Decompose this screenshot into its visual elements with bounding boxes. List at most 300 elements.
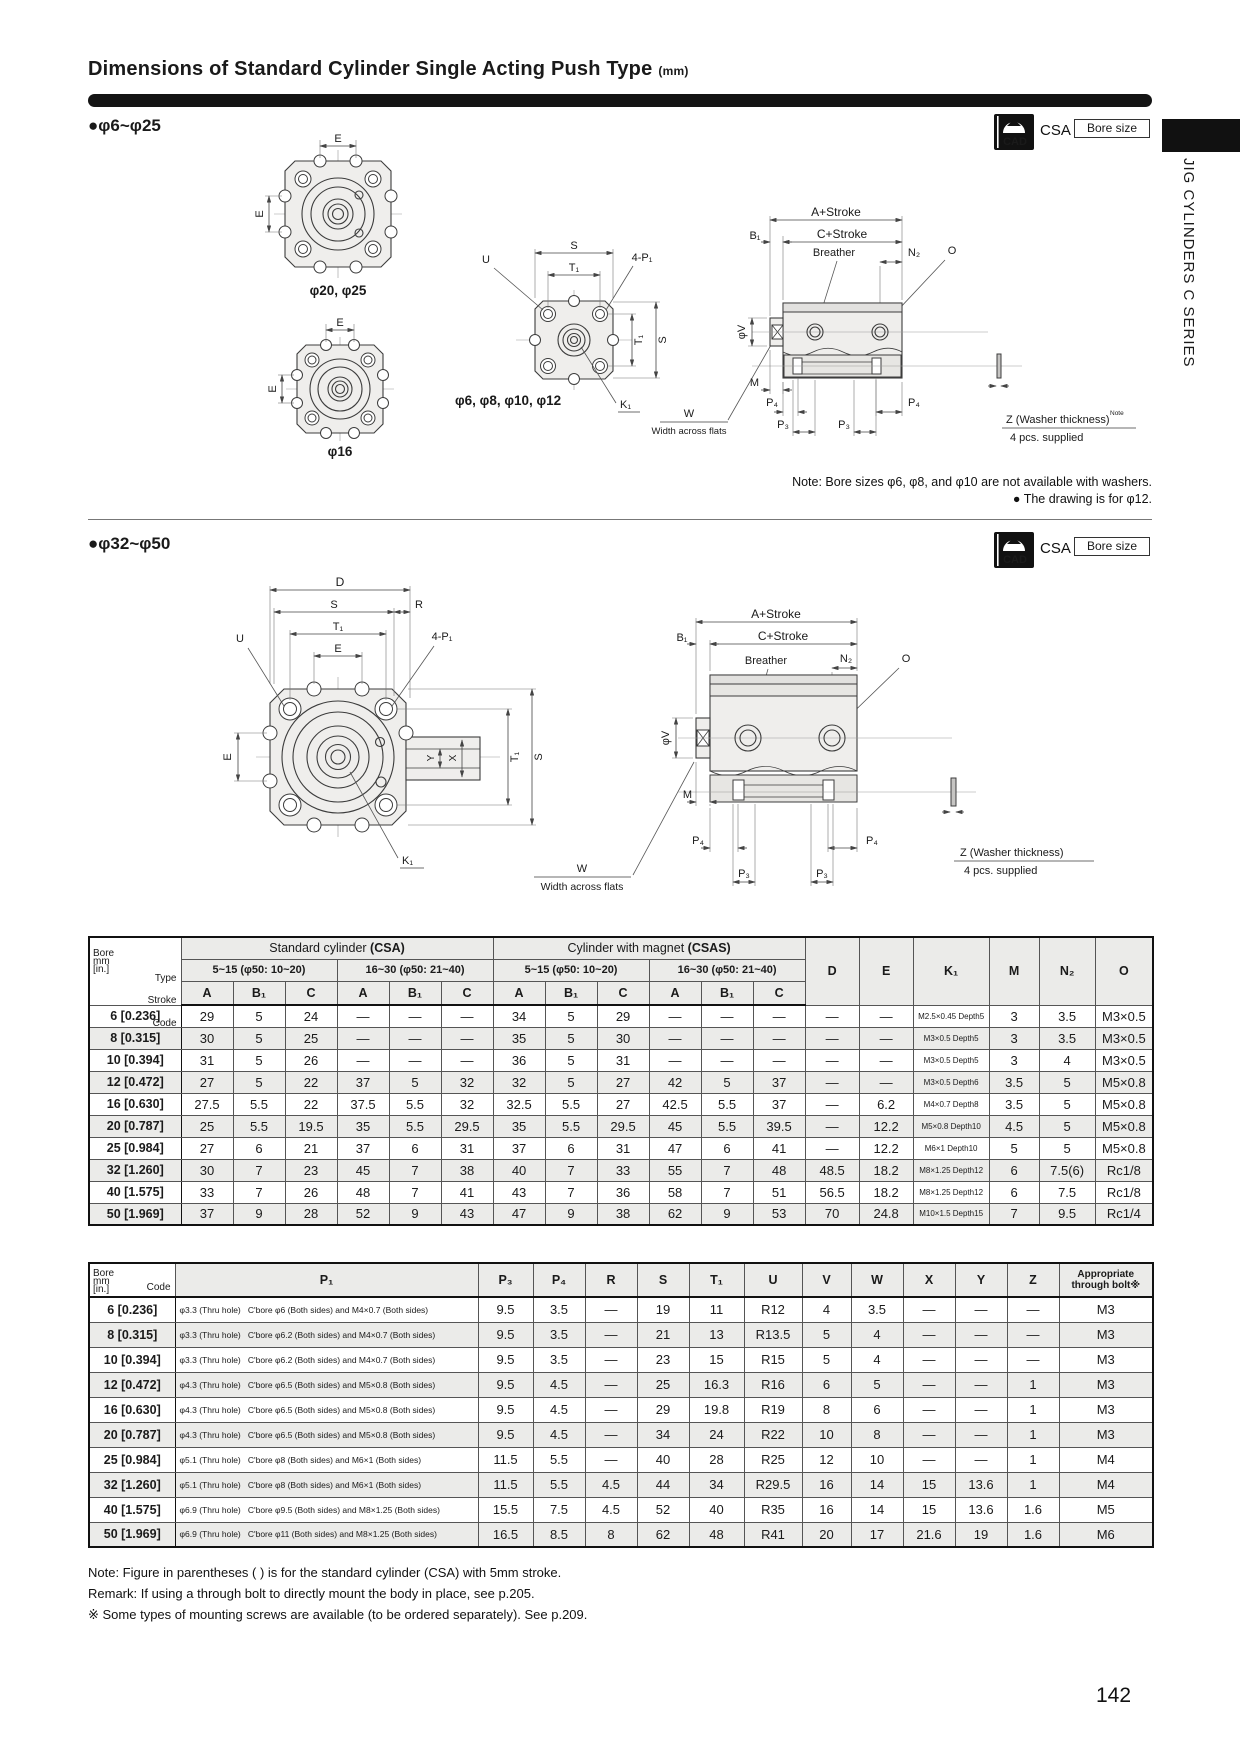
row-bore-label: 12 [0.472]: [89, 1372, 175, 1397]
cell: 27: [597, 1093, 649, 1115]
cell: M3: [1059, 1322, 1153, 1347]
cell: R19: [744, 1397, 802, 1422]
table-row: [89, 1522, 1153, 1547]
cell: 56.5: [805, 1181, 859, 1203]
cell: R25: [744, 1447, 802, 1472]
cell: 1: [1007, 1472, 1059, 1497]
section2-heading: ●φ32~φ50: [88, 534, 171, 553]
cell: —: [903, 1397, 955, 1422]
cell: R41: [744, 1522, 802, 1547]
row-bore-label: 8 [0.315]: [89, 1322, 175, 1347]
cell: 3.5: [989, 1071, 1039, 1093]
cell: 30: [181, 1159, 233, 1181]
col-k1: K₁: [913, 937, 989, 1005]
row-bore-label: 10 [0.394]: [89, 1347, 175, 1372]
dim-e-top-1: E: [334, 133, 342, 145]
table-row: [89, 1347, 1153, 1372]
cell: —: [859, 1071, 913, 1093]
front-view-phi16: [267, 317, 394, 459]
section-divider: [88, 519, 1152, 520]
cell: 3.5: [533, 1347, 585, 1372]
cell: 12.2: [859, 1115, 913, 1137]
dim-e-left-3: E: [222, 753, 234, 761]
cell: —: [389, 1027, 441, 1049]
cell: 48: [753, 1159, 805, 1181]
row-bore-label: 40 [1.575]: [89, 1181, 181, 1203]
dim-breather-2: Breather: [744, 655, 788, 667]
cell: 29.5: [597, 1115, 649, 1137]
row-bore-label: 40 [1.575]: [89, 1497, 175, 1522]
table-row: [89, 1472, 1153, 1497]
cell: 39.5: [753, 1115, 805, 1137]
cell: 55: [649, 1159, 701, 1181]
cell: R22: [744, 1422, 802, 1447]
cell: —: [701, 1005, 753, 1027]
cell: 5: [545, 1027, 597, 1049]
cell: 13: [689, 1322, 744, 1347]
cell: 11: [689, 1297, 744, 1322]
cell: 5: [989, 1137, 1039, 1159]
cell: 11.5: [478, 1447, 533, 1472]
cell: 23: [637, 1347, 689, 1372]
cell: 1: [1007, 1372, 1059, 1397]
cell: 14: [851, 1472, 903, 1497]
cell: —: [585, 1347, 637, 1372]
dim-k1: K₁: [620, 399, 632, 411]
cell: M4×0.7 Depth8: [913, 1093, 989, 1115]
dim-a-stroke-2: A+Stroke: [751, 607, 801, 621]
cell: R29.5: [744, 1472, 802, 1497]
dim-t1-top: T₁: [568, 262, 580, 274]
table-row: [89, 1159, 1153, 1181]
table-row: [89, 1397, 1153, 1422]
cell: —: [1007, 1297, 1059, 1322]
dim-y: Y: [426, 754, 437, 762]
cell: 16: [802, 1472, 851, 1497]
cell: —: [649, 1027, 701, 1049]
cell: 37: [753, 1071, 805, 1093]
cell: 7: [545, 1159, 597, 1181]
front-view-phi20-25: [254, 133, 402, 298]
table-row: [89, 1027, 1153, 1049]
page-number: 142: [1096, 1684, 1132, 1707]
cell: 1: [1007, 1447, 1059, 1472]
cell: 19.5: [285, 1115, 337, 1137]
dim-p4-left-2: P₄: [692, 835, 704, 847]
cell: 9.5: [478, 1322, 533, 1347]
col-e: E: [859, 937, 913, 1005]
col-a4: A: [649, 981, 701, 1005]
cell: 21.6: [903, 1522, 955, 1547]
cell: M3×0.5 Depth6: [913, 1071, 989, 1093]
cell: 1: [1007, 1397, 1059, 1422]
cell: 70: [805, 1203, 859, 1225]
side-view-small-bores: [736, 205, 1136, 444]
cell: 5.5: [389, 1115, 441, 1137]
bottom-note-3: ※ Some types of mounting screws are available (to be ordered separately). See p.209.: [88, 1607, 588, 1622]
cell: M8×1.25 Depth12: [913, 1181, 989, 1203]
section1-note-2: ● The drawing is for φ12.: [1012, 492, 1152, 506]
cell: 53: [753, 1203, 805, 1225]
row-bore-label: 25 [0.984]: [89, 1137, 181, 1159]
cell: 24.8: [859, 1203, 913, 1225]
cell: 9: [701, 1203, 753, 1225]
col-b1d: B₁: [701, 981, 753, 1005]
row-bore-label: 16 [0.630]: [89, 1093, 181, 1115]
group-csas: Cylinder with magnet (CSAS): [493, 937, 805, 959]
cell: 7: [701, 1159, 753, 1181]
col-a3: A: [493, 981, 545, 1005]
cell: 3: [989, 1005, 1039, 1027]
cell: 10: [802, 1422, 851, 1447]
dim-w: W: [683, 408, 695, 420]
dim-m: M: [749, 377, 759, 389]
cell: 38: [597, 1203, 649, 1225]
cell: 4.5: [585, 1472, 637, 1497]
cell: —: [805, 1137, 859, 1159]
dim-z-note: Note: [1110, 410, 1124, 417]
row-bore-label: 6 [0.236]: [89, 1005, 181, 1027]
cell: 5.5: [233, 1115, 285, 1137]
cell: 7: [233, 1159, 285, 1181]
table-row: [89, 1071, 1153, 1093]
cell: M5×0.8: [1095, 1071, 1153, 1093]
cell: 30: [597, 1027, 649, 1049]
cell: 6: [851, 1397, 903, 1422]
cell: —: [805, 1049, 859, 1071]
cell: 7.5: [533, 1497, 585, 1522]
cell: 27.5: [181, 1093, 233, 1115]
cell: —: [903, 1372, 955, 1397]
table-row: [89, 1297, 1153, 1322]
dimension-table-main: [88, 936, 1154, 1226]
cell: 30: [181, 1027, 233, 1049]
dim-4p1: 4-P₁: [631, 252, 653, 264]
cell: M5×0.8: [1095, 1115, 1153, 1137]
cell: 25: [285, 1027, 337, 1049]
cell: 9.5: [478, 1397, 533, 1422]
cell: 45: [649, 1115, 701, 1137]
cell: 18.2: [859, 1159, 913, 1181]
bottom-note-1: Note: Figure in parentheses ( ) is for the standard cylinder (CSA) with 5mm stroke.: [88, 1565, 562, 1580]
cell: 5.5: [701, 1115, 753, 1137]
cell: 7: [545, 1181, 597, 1203]
stroke-range-3: 5~15 (φ50: 10~20): [493, 959, 649, 981]
cell: 7: [389, 1181, 441, 1203]
cell: —: [585, 1322, 637, 1347]
cell: 9: [389, 1203, 441, 1225]
cell: 37: [337, 1137, 389, 1159]
cell: M3: [1059, 1422, 1153, 1447]
csa-label-2: CSA: [1040, 540, 1071, 557]
cell: R35: [744, 1497, 802, 1522]
col-c1: C: [285, 981, 337, 1005]
cell: 6: [701, 1137, 753, 1159]
cell: 4: [1039, 1049, 1095, 1071]
cell: 35: [493, 1115, 545, 1137]
cell: 3.5: [533, 1322, 585, 1347]
section1-notes: [560, 474, 1152, 508]
bottom-notes: [88, 1562, 587, 1625]
cell: R13.5: [744, 1322, 802, 1347]
cell: 5: [233, 1005, 285, 1027]
cell: φ4.3 (Thru hole) C'bore φ6.5 (Both sides) and M5×0.8 (Both sides): [175, 1397, 478, 1422]
cell: 27: [181, 1071, 233, 1093]
cell: 8: [851, 1422, 903, 1447]
cell: 1: [1007, 1422, 1059, 1447]
col-x: X: [903, 1263, 955, 1297]
dim-c-stroke-2: C+Stroke: [757, 629, 809, 643]
dim-n2-2: N₂: [839, 653, 853, 665]
cell: 42.5: [649, 1093, 701, 1115]
cell: 47: [493, 1203, 545, 1225]
cell: 29.5: [441, 1115, 493, 1137]
cell: 8.5: [533, 1522, 585, 1547]
dim-b1: B₁: [749, 230, 761, 242]
dim-w-2: W: [576, 863, 588, 875]
cell: M3: [1059, 1397, 1153, 1422]
cell: 22: [285, 1093, 337, 1115]
csa-label-1: CSA: [1040, 122, 1071, 139]
cell: 7.5(6): [1039, 1159, 1095, 1181]
cell: 6: [233, 1137, 285, 1159]
cell: 9.5: [478, 1372, 533, 1397]
cell: 27: [597, 1071, 649, 1093]
cell: R12: [744, 1297, 802, 1322]
cell: 44: [637, 1472, 689, 1497]
dim-o-2: O: [901, 653, 911, 665]
bore-size-button-1[interactable]: Bore size: [1074, 119, 1150, 138]
caption-phi16: φ16: [327, 444, 353, 459]
cell: 37: [337, 1071, 389, 1093]
table-row: [89, 1372, 1153, 1397]
cell: M6×1 Depth10: [913, 1137, 989, 1159]
cell: 7: [233, 1181, 285, 1203]
dim-e-top-2: E: [336, 317, 344, 329]
cell: 34: [689, 1472, 744, 1497]
cell: 15: [903, 1472, 955, 1497]
cell: —: [805, 1005, 859, 1027]
cell: M6: [1059, 1522, 1153, 1547]
cell: —: [441, 1027, 493, 1049]
cell: 23: [285, 1159, 337, 1181]
corner-stroke: Stroke: [147, 995, 177, 1007]
dim-p4-right: P₄: [908, 397, 920, 409]
cell: 40: [493, 1159, 545, 1181]
col-b1b: B₁: [389, 981, 441, 1005]
cell: 20: [802, 1522, 851, 1547]
cell: 3: [989, 1049, 1039, 1071]
cell: M3: [1059, 1347, 1153, 1372]
cell: 22: [285, 1071, 337, 1093]
section1-note-1: Note: Bore sizes φ6, φ8, and φ10 are not available with washers.: [792, 475, 1152, 489]
table-row: [89, 1049, 1153, 1071]
cell: —: [585, 1372, 637, 1397]
col-w: W: [851, 1263, 903, 1297]
cell: 7.5: [1039, 1181, 1095, 1203]
cell: 9.5: [1039, 1203, 1095, 1225]
cell: —: [903, 1322, 955, 1347]
cell: 4.5: [533, 1397, 585, 1422]
cell: φ5.1 (Thru hole) C'bore φ8 (Both sides) and M6×1 (Both sides): [175, 1447, 478, 1472]
cell: 6: [389, 1137, 441, 1159]
col-through-bolt: Appropriate through bolt※: [1059, 1263, 1153, 1297]
cell: 40: [637, 1447, 689, 1472]
cell: 15: [689, 1347, 744, 1372]
dim-supplied-2: 4 pcs. supplied: [964, 865, 1038, 877]
cell: M10×1.5 Depth15: [913, 1203, 989, 1225]
cell: —: [1007, 1322, 1059, 1347]
corner-type: Type: [154, 973, 177, 985]
cell: —: [859, 1005, 913, 1027]
cell: M3: [1059, 1372, 1153, 1397]
dim-x: X: [448, 754, 459, 762]
series-vertical-label: JIG CYLINDERS C SERIES: [1180, 158, 1197, 368]
col-t1: T₁: [689, 1263, 744, 1297]
cell: 16.3: [689, 1372, 744, 1397]
bottom-note-2: Remark: If using a through bolt to directly mount the body in place, see p.205.: [88, 1586, 535, 1601]
cell: 9: [545, 1203, 597, 1225]
cell: —: [903, 1447, 955, 1472]
dim-p4-right-2: P₄: [866, 835, 878, 847]
cell: 36: [493, 1049, 545, 1071]
cell: 5: [1039, 1115, 1095, 1137]
stroke-range-1: 5~15 (φ50: 10~20): [181, 959, 337, 981]
cell: 11.5: [478, 1472, 533, 1497]
dim-phiv-2: φV: [660, 730, 672, 746]
cell: 5.5: [233, 1093, 285, 1115]
cell: 5.5: [533, 1447, 585, 1472]
cell: —: [441, 1049, 493, 1071]
cell: 4.5: [989, 1115, 1039, 1137]
cell: 32.5: [493, 1093, 545, 1115]
diagram-phi32-50: [88, 556, 1152, 928]
dim-t1-2: T₁: [332, 621, 344, 633]
cell: M3×0.5: [1095, 1005, 1153, 1027]
cell: 31: [597, 1137, 649, 1159]
dim-p3-left: P₃: [777, 419, 789, 431]
cell: —: [389, 1005, 441, 1027]
bore-size-button-2[interactable]: Bore size: [1074, 537, 1150, 556]
dim-t1-right-2: T₁: [509, 751, 521, 763]
cell: 4.5: [533, 1422, 585, 1447]
cell: M4: [1059, 1472, 1153, 1497]
dim-u: U: [482, 254, 490, 266]
col-b1a: B₁: [233, 981, 285, 1005]
table2-corner: Code Bore mm [in.]: [89, 1263, 175, 1297]
front-view-large-bores: [222, 575, 694, 893]
cell: 21: [285, 1137, 337, 1159]
cell: 4: [802, 1297, 851, 1322]
col-s: S: [637, 1263, 689, 1297]
cell: 6: [802, 1372, 851, 1397]
cell: M3×0.5: [1095, 1049, 1153, 1071]
cell: M8×1.25 Depth12: [913, 1159, 989, 1181]
cell: 62: [649, 1203, 701, 1225]
cell: 26: [285, 1049, 337, 1071]
row-bore-label: 32 [1.260]: [89, 1472, 175, 1497]
cell: —: [955, 1372, 1007, 1397]
cell: —: [585, 1297, 637, 1322]
front-view-small-bores: [455, 240, 775, 437]
row-bore-label: 16 [0.630]: [89, 1397, 175, 1422]
cell: —: [859, 1027, 913, 1049]
cell: 4: [851, 1322, 903, 1347]
cell: 5: [545, 1049, 597, 1071]
cell: 3.5: [989, 1093, 1039, 1115]
cell: 13.6: [955, 1472, 1007, 1497]
cell: 5: [802, 1347, 851, 1372]
cell: 32: [441, 1071, 493, 1093]
col-n2: N₂: [1039, 937, 1095, 1005]
table-row: [89, 1137, 1153, 1159]
group-csa: Standard cylinder (CSA): [181, 937, 493, 959]
cell: 3.5: [1039, 1005, 1095, 1027]
cell: φ6.9 (Thru hole) C'bore φ9.5 (Both sides) and M8×1.25 (Both sides): [175, 1497, 478, 1522]
cell: M3×0.5 Depth5: [913, 1027, 989, 1049]
dim-p4-left: P₄: [766, 397, 778, 409]
cell: —: [649, 1049, 701, 1071]
cell: 5: [233, 1049, 285, 1071]
dim-k1-2: K₁: [402, 855, 414, 867]
cell: 14: [851, 1497, 903, 1522]
dim-breather: Breather: [812, 247, 856, 259]
cell: —: [337, 1049, 389, 1071]
cell: —: [441, 1005, 493, 1027]
title-rule-bar: [88, 94, 1152, 107]
row-bore-label: 50 [1.969]: [89, 1522, 175, 1547]
cell: 37.5: [337, 1093, 389, 1115]
table-row: [89, 1181, 1153, 1203]
col-c3: C: [597, 981, 649, 1005]
cell: R16: [744, 1372, 802, 1397]
stroke-range-2: 16~30 (φ50: 21~40): [337, 959, 493, 981]
cell: —: [955, 1297, 1007, 1322]
row-bore-label: 25 [0.984]: [89, 1447, 175, 1472]
section1-heading: ●φ6~φ25: [88, 116, 161, 135]
dim-m-2: M: [682, 789, 692, 801]
dim-w-sub: Width across flats: [651, 426, 727, 437]
cell: 19: [637, 1297, 689, 1322]
cell: 5: [802, 1322, 851, 1347]
cell: 5: [545, 1005, 597, 1027]
cell: 3.5: [533, 1297, 585, 1322]
row-bore-label: 10 [0.394]: [89, 1049, 181, 1071]
cell: 6: [545, 1137, 597, 1159]
table-row: [89, 1203, 1153, 1225]
cell: 51: [753, 1181, 805, 1203]
row-bore-label: 12 [0.472]: [89, 1071, 181, 1093]
row-bore-label: 8 [0.315]: [89, 1027, 181, 1049]
cell: 5: [233, 1071, 285, 1093]
table-row: [89, 1322, 1153, 1347]
cell: Rc1/4: [1095, 1203, 1153, 1225]
cell: 5.5: [545, 1115, 597, 1137]
cell: 52: [337, 1203, 389, 1225]
dim-s-top: S: [570, 240, 578, 252]
cell: M3×0.5: [1095, 1027, 1153, 1049]
cell: 21: [637, 1322, 689, 1347]
cell: —: [337, 1005, 389, 1027]
cell: 29: [181, 1005, 233, 1027]
dim-e-2: E: [334, 643, 342, 655]
col-r: R: [585, 1263, 637, 1297]
cell: —: [805, 1115, 859, 1137]
dim-w-sub-2: Width across flats: [540, 881, 624, 893]
cell: M5: [1059, 1497, 1153, 1522]
cell: —: [701, 1049, 753, 1071]
dim-n2: N₂: [907, 247, 921, 259]
